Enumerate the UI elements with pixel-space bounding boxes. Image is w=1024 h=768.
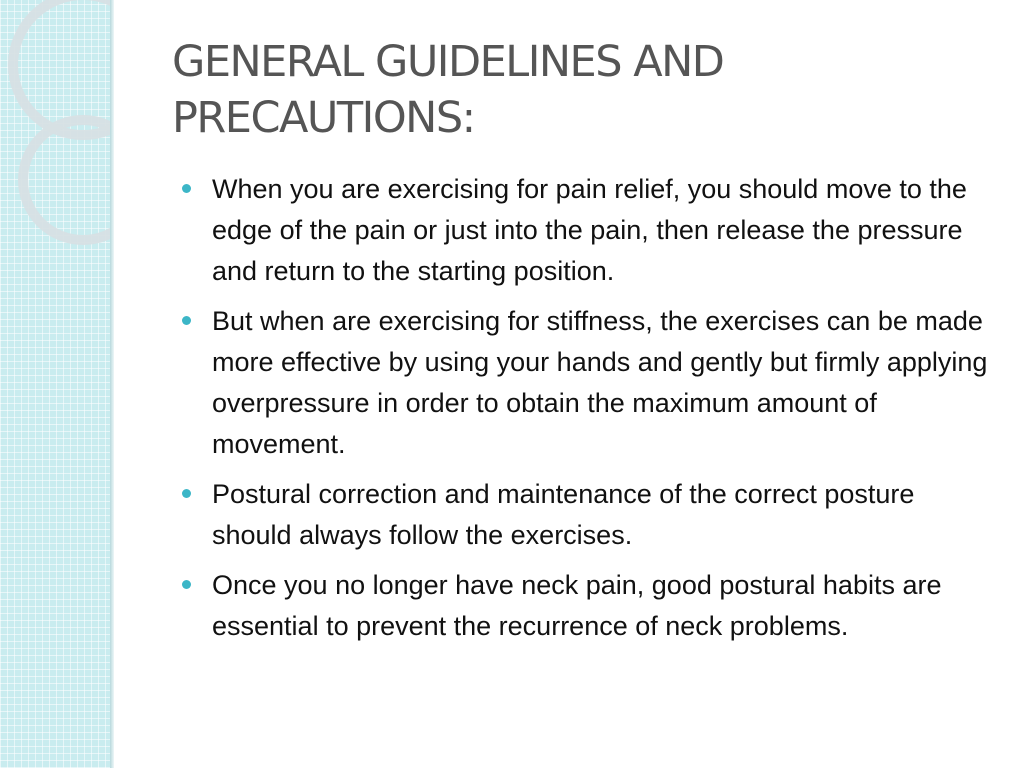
bullet-text: Once you no longer have neck pain, good postural habits are essential to prevent the recurrence of neck problems. bbox=[212, 570, 942, 641]
bullet-dot-icon bbox=[182, 580, 191, 589]
bullet-item bbox=[180, 565, 992, 647]
side-panel-edge bbox=[110, 0, 114, 768]
decorative-side-panel bbox=[0, 0, 110, 768]
bullet-dot-icon bbox=[182, 184, 191, 193]
decorative-ring-bottom bbox=[18, 115, 110, 245]
bullet-item bbox=[180, 474, 992, 556]
slide-title bbox=[172, 34, 992, 146]
slide-title-line-2: PRECAUTIONS: bbox=[172, 93, 475, 143]
bullet-item bbox=[180, 301, 992, 465]
bullet-text: When you are exercising for pain relief, you should move to the edge of the pain or just into the pain, then release the pressure and return to the starting position. bbox=[212, 174, 967, 286]
bullet-dot-icon bbox=[182, 489, 191, 498]
bullet-dot-icon bbox=[182, 316, 191, 325]
bullet-list bbox=[180, 169, 992, 656]
bullet-item bbox=[180, 169, 992, 292]
bullet-text: Postural correction and maintenance of the correct posture should always follow the exercises. bbox=[212, 479, 915, 550]
slide-title-line-1: GENERAL GUIDELINES AND bbox=[172, 37, 724, 87]
bullet-text: But when are exercising for stiffness, the exercises can be made more effective by using your hands and gently but firmly applying overpressure in order to obtain the maximum amount of movement. bbox=[212, 306, 988, 459]
